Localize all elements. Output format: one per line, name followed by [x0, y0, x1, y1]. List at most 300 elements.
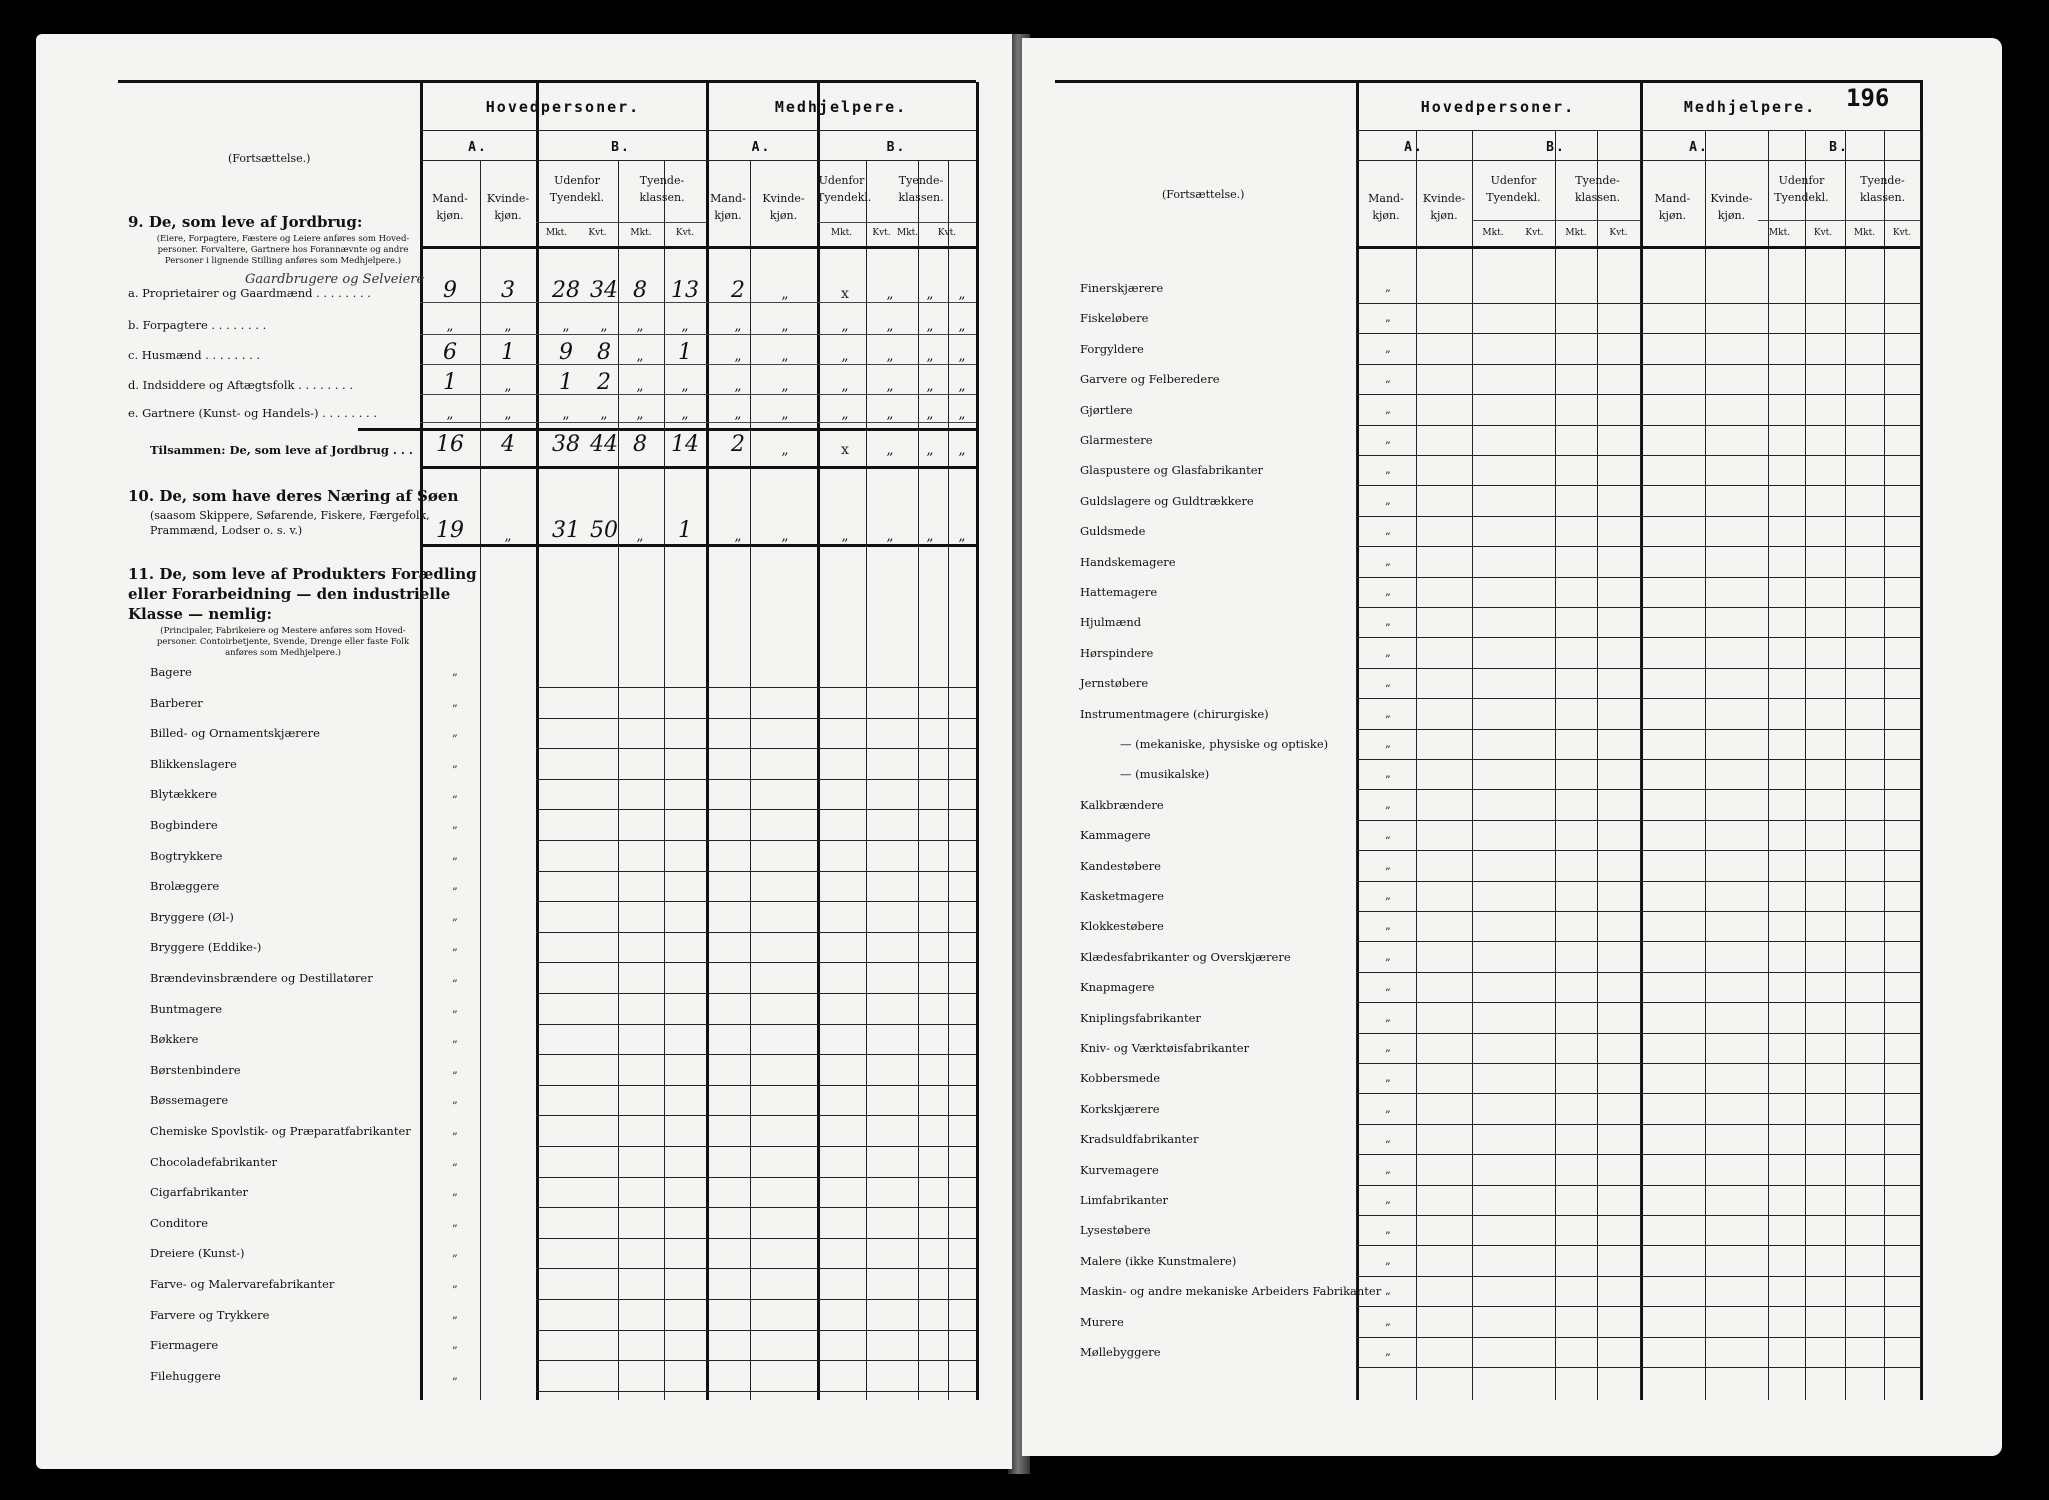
section10-value: „ — [781, 528, 789, 544]
trade-label-right: Møllebyggere — [1080, 1345, 1161, 1359]
trade-label-right: Garvere og Felberedere — [1080, 372, 1220, 387]
trade-label-right: Fiskeløbere — [1080, 311, 1149, 326]
trade-tally-right: „ — [1385, 585, 1391, 598]
trade-rule — [536, 748, 976, 749]
jordbrug-value: 1 — [501, 340, 515, 365]
trade-rule-right — [1356, 364, 1920, 365]
mandkjon-header: Mand- kjøn. — [1368, 192, 1404, 222]
trade-tally-right: „ — [1385, 645, 1391, 659]
trade-rule-right — [1356, 485, 1920, 486]
jordbrug-value: „ — [734, 348, 742, 364]
trade-rule-right — [1356, 881, 1920, 882]
total-label: Tilsammen: De, som leve af Jordbrug . . . — [150, 443, 413, 457]
trade-tally: „ — [452, 1001, 458, 1015]
kvt-header: Kvt. — [937, 228, 957, 238]
jordbrug-value: 13 — [671, 278, 699, 303]
kvindekjon-header: Kvinde- kjøn. — [1422, 192, 1466, 222]
trade-label-right: Guldslagere og Guldtrækkere — [1080, 493, 1254, 508]
trade-tally: „ — [452, 1154, 458, 1168]
tyende-header: Tyende- klassen. — [639, 174, 685, 204]
trade-tally: „ — [452, 1338, 458, 1352]
udenfor-header: Udenfor Tyendekl. — [817, 174, 872, 204]
trade-rule — [536, 1085, 976, 1086]
mandkjon-header: Mand- kjøn. — [1654, 192, 1691, 222]
jordbrug-value: 34 — [590, 278, 618, 303]
trade-tally: „ — [452, 1062, 458, 1076]
kvt-header: Kvt. — [675, 228, 695, 238]
jordbrug-value: 9 — [559, 340, 573, 365]
total-value: 38 — [552, 432, 580, 457]
trade-tally: „ — [452, 1307, 458, 1321]
col-line-left — [480, 160, 481, 1400]
total-value: „ — [886, 442, 894, 458]
jordbrug-value: „ — [504, 406, 512, 422]
jordbrug-value: „ — [681, 378, 689, 394]
trade-label-right: Kradsuldfabrikanter — [1080, 1132, 1199, 1147]
trade-label: Cigarfabrikanter — [150, 1185, 248, 1200]
trade-rule-right — [1356, 820, 1920, 821]
col-line-left — [866, 160, 867, 1400]
jordbrug-value: „ — [562, 318, 570, 334]
trade-rule-right — [1356, 759, 1920, 760]
col-line-left — [948, 160, 949, 1400]
col-divider-left — [817, 82, 820, 1400]
jordbrug-value: 1 — [559, 370, 573, 395]
section9-title: 9. De, som leve af Jordbrug: — [128, 213, 363, 231]
trade-label: Brolæggere — [150, 879, 220, 894]
top-rule — [118, 80, 976, 83]
trade-label-right: Kniv- og Værktøisfabrikanter — [1080, 1041, 1250, 1055]
trade-tally: „ — [452, 1093, 458, 1107]
section10-value: „ — [841, 528, 849, 544]
trade-tally: „ — [452, 1246, 458, 1260]
trade-rule — [536, 932, 976, 933]
jordbrug-value: „ — [926, 378, 934, 394]
trade-rule-right — [1356, 333, 1920, 334]
trade-label: Bogbindere — [150, 818, 218, 832]
trade-label: Billed- og Ornamentskjærere — [150, 726, 320, 741]
mkt-header: Mkt. — [1482, 228, 1504, 238]
jordbrug-value: 2 — [597, 370, 611, 395]
trade-tally-right: „ — [1385, 858, 1391, 872]
trade-label-right: Glaspustere og Glasfabrikanter — [1080, 463, 1264, 478]
total-value: 14 — [671, 432, 699, 457]
col-line-right — [1884, 130, 1885, 1400]
trade-tally-right: „ — [1385, 980, 1391, 994]
trade-tally-right: „ — [1385, 524, 1391, 538]
section10-rule — [420, 544, 976, 547]
trade-label-right: Gjørtlere — [1080, 402, 1133, 417]
trade-label-right: Kobbersmede — [1080, 1071, 1161, 1086]
jordbrug-value: „ — [781, 406, 789, 422]
jordbrug-value: „ — [600, 406, 608, 422]
trade-rule — [536, 718, 976, 719]
jordbrug-value: „ — [781, 318, 789, 334]
trade-rule — [536, 1268, 976, 1269]
total-value: 2 — [731, 432, 745, 457]
col-line-right — [1768, 130, 1769, 1400]
trade-label-right: Glarmestere — [1080, 433, 1153, 447]
jordbrug-value: „ — [926, 286, 934, 302]
mkt-header: Mkt. — [1768, 228, 1791, 238]
trade-rule — [536, 809, 976, 810]
trade-rule-right — [1356, 516, 1920, 517]
jordbrug-value: 1 — [678, 340, 692, 365]
jordbrug-value: „ — [781, 286, 789, 302]
mkt-header: Mkt. — [897, 228, 919, 238]
trade-tally-right: „ — [1385, 919, 1391, 933]
trade-label-right: Instrumentmagere (chirurgiske) — [1080, 706, 1269, 721]
trade-label: Bagere — [150, 665, 192, 679]
jordbrug-value: „ — [841, 348, 849, 364]
kvindekjon-header: Kvinde- kjøn. — [486, 192, 530, 222]
section10-value: „ — [734, 528, 742, 544]
jordbrug-value: 6 — [443, 340, 457, 365]
kvindekjon-header: Kvinde- kjøn. — [1710, 192, 1753, 222]
total-value: 44 — [590, 432, 618, 457]
jordbrug-value: „ — [636, 406, 644, 422]
tyende-header: Tyende- klassen. — [1859, 174, 1906, 204]
kvt-header: Kvt. — [872, 228, 891, 238]
trade-rule-right — [1356, 1245, 1920, 1246]
trade-rule-right — [1356, 1306, 1920, 1307]
col-line-right — [1805, 130, 1806, 1400]
trade-label: Fiermagere — [150, 1338, 219, 1353]
trade-label: Dreiere (Kunst-) — [150, 1246, 245, 1261]
fortsaettelse-left: (Fortsættelse.) — [228, 152, 311, 165]
jordbrug-value: „ — [636, 348, 644, 364]
jordbrug-value: „ — [781, 378, 789, 394]
trade-tally-right: „ — [1385, 1071, 1391, 1085]
trade-label: Farvere og Trykkere — [150, 1307, 270, 1322]
trade-tally: „ — [452, 695, 458, 709]
trade-label: Børstenbindere — [150, 1062, 241, 1077]
col-a-header: A. — [751, 140, 772, 155]
trade-label: Bøkkere — [150, 1032, 199, 1047]
jordbrug-value: „ — [841, 318, 849, 334]
trade-rule — [536, 1360, 976, 1361]
trade-label: Conditore — [150, 1215, 209, 1230]
col-line-right — [1356, 130, 1357, 1400]
section11-note: (Principaler, Fabrikeiere og Mestere anføres som Hoved- personer. Contoirbetjente, Svende, Drenge eller faste Folk anføres som Medhjelpere.) — [156, 626, 410, 658]
trade-label: Blytækkere — [150, 787, 218, 802]
trade-rule — [536, 962, 976, 963]
trade-rule — [536, 1238, 976, 1239]
trade-label-right: Maskin- og andre mekaniske Arbeiders Fabrikanter — [1080, 1284, 1382, 1299]
trade-label: Buntmagere — [150, 1001, 223, 1016]
col-line-right — [1640, 130, 1641, 1400]
trade-tally: „ — [452, 1277, 458, 1290]
header-rule-right — [1356, 246, 1920, 249]
total-value: 8 — [633, 432, 647, 457]
total-rule — [420, 466, 976, 469]
trade-label-right: Kniplingsfabrikanter — [1080, 1010, 1201, 1025]
mkt-header: Mkt. — [545, 228, 568, 238]
section10-value: 1 — [678, 518, 692, 543]
kvindekjon-header: Kvinde- kjøn. — [762, 192, 805, 222]
trade-label-right: Limfabrikanter — [1080, 1193, 1169, 1207]
trade-label: Filehuggere — [150, 1368, 221, 1383]
col-divider-left — [706, 82, 709, 1400]
trade-rule-right — [1356, 1337, 1920, 1338]
hovedpersoner-header: Hovedpersoner. — [485, 98, 641, 116]
trade-label-right: Kurvemagere — [1080, 1162, 1159, 1177]
trade-label-right: Guldsmede — [1080, 524, 1146, 539]
col-divider-left — [536, 82, 539, 1400]
trade-tally-right: „ — [1385, 1345, 1391, 1358]
col-divider-left — [976, 82, 979, 1400]
jordbrug-value: „ — [734, 406, 742, 422]
trade-rule — [536, 1146, 976, 1147]
header-rule-right — [1356, 160, 1920, 161]
trade-rule — [536, 1299, 976, 1300]
col-line-left — [750, 160, 751, 1400]
trade-rule-right — [1356, 1002, 1920, 1003]
header-rule — [817, 222, 976, 223]
jordbrug-value: „ — [958, 318, 966, 334]
col-line-right — [1845, 130, 1846, 1400]
trade-label-right: Kandestøbere — [1080, 858, 1161, 873]
trade-tally-right: „ — [1385, 341, 1391, 355]
trade-label: Brændevinsbrændere og Destillatører — [150, 971, 373, 985]
trade-tally-right: „ — [1385, 1314, 1391, 1328]
top-rule-right — [1055, 80, 1923, 83]
jordbrug-value: „ — [886, 318, 894, 334]
trade-tally: „ — [452, 787, 458, 801]
trade-label-right: Klædesfabrikanter og Overskjærere — [1080, 949, 1291, 964]
trade-rule-right — [1356, 668, 1920, 669]
trade-rule — [536, 1115, 976, 1116]
section10-value: „ — [504, 528, 512, 544]
trade-rule-right — [1356, 303, 1920, 304]
trade-label-right: Kalkbrændere — [1080, 797, 1164, 812]
trade-rule — [536, 1024, 976, 1025]
col-b-header: B. — [886, 140, 907, 155]
trade-rule-right — [1356, 1063, 1920, 1064]
trade-tally-right: „ — [1385, 372, 1391, 386]
section10-value: „ — [958, 528, 966, 544]
trade-label-right: Malere (ikke Kunstmalere) — [1080, 1253, 1237, 1268]
jordbrug-value: „ — [886, 406, 894, 422]
col-line-right — [1920, 130, 1921, 1400]
col-line-left — [918, 160, 919, 1400]
trade-rule-right — [1356, 911, 1920, 912]
trade-label-right: Hjulmænd — [1080, 615, 1142, 630]
trade-tally-right: „ — [1385, 676, 1391, 690]
trade-tally-right: „ — [1385, 706, 1391, 720]
trade-rule-right — [1356, 698, 1920, 699]
jordbrug-value: „ — [841, 378, 849, 394]
trade-tally-right: „ — [1385, 463, 1391, 477]
kvt-header: Kvt. — [1525, 228, 1544, 238]
trade-label: Chemiske Spovlstik- og Præparatfabrikanter — [150, 1124, 411, 1138]
trade-rule-right — [1356, 1154, 1920, 1155]
trade-rule — [536, 687, 976, 688]
trade-tally: „ — [452, 665, 458, 678]
jordbrug-value: „ — [504, 378, 512, 394]
udenfor-header: Udenfor Tyendekl. — [1486, 174, 1541, 204]
jordbrug-value: „ — [926, 406, 934, 422]
trade-tally-right: „ — [1385, 281, 1391, 294]
jordbrug-value: 2 — [731, 278, 745, 303]
trade-rule-right — [1356, 1124, 1920, 1125]
trade-rule — [536, 1391, 976, 1392]
col-a-header: A. — [1404, 140, 1424, 155]
total-value: x — [841, 442, 849, 458]
header-rule-right — [1356, 130, 1920, 131]
jordbrug-value: „ — [636, 318, 644, 334]
trade-tally-right: „ — [1385, 1223, 1391, 1237]
jordbrug-value: „ — [446, 406, 454, 422]
trade-rule-right — [1356, 425, 1920, 426]
jordbrug-value: „ — [926, 318, 934, 334]
col-line-right — [1416, 130, 1417, 1400]
tyende-header: Tyende- klassen. — [1574, 174, 1621, 204]
trade-rule-right — [1356, 577, 1920, 578]
trade-rule-right — [1356, 1215, 1920, 1216]
jordbrug-value: „ — [926, 348, 934, 364]
section10-title: 10. De, som have deres Næring af Søen — [128, 487, 459, 505]
udenfor-header: Udenfor Tyendekl. — [1774, 174, 1829, 204]
trade-tally-right: „ — [1385, 615, 1391, 629]
trade-tally-right: „ — [1385, 1101, 1391, 1115]
jordbrug-value: 8 — [597, 340, 611, 365]
col-a-header: A. — [1689, 140, 1709, 155]
col-a-header: A. — [468, 140, 488, 155]
header-rule — [420, 246, 976, 249]
trade-rule — [536, 871, 976, 872]
mkt-header: Mkt. — [630, 228, 652, 238]
trade-tally-right: „ — [1385, 1193, 1391, 1206]
trade-tally-right: „ — [1385, 797, 1391, 811]
jordbrug-value: „ — [841, 406, 849, 422]
trade-rule-right — [1356, 455, 1920, 456]
jordbrug-row-label: d. Indsiddere og Aftægtsfolk . . . . . . . . — [128, 378, 353, 392]
trade-tally: „ — [452, 726, 458, 740]
col-b-header: B. — [1829, 140, 1849, 155]
trade-label-right: Handskemagere — [1080, 554, 1176, 569]
trade-rule-right — [1356, 1276, 1920, 1277]
trade-label-right: — (musikalske) — [1120, 767, 1210, 782]
jordbrug-value: 9 — [443, 278, 457, 303]
trade-tally-right: „ — [1385, 767, 1391, 781]
trade-rule — [536, 993, 976, 994]
trade-tally-right: „ — [1385, 828, 1391, 842]
trade-tally: „ — [452, 1368, 458, 1382]
trade-tally: „ — [452, 1215, 458, 1229]
jordbrug-value: 8 — [633, 278, 647, 303]
jordbrug-row-label: a. Proprietairer og Gaardmænd . . . . . . . . — [128, 286, 371, 300]
trade-tally-right: „ — [1385, 311, 1391, 325]
row-rule — [420, 422, 976, 423]
trade-tally: „ — [452, 1032, 458, 1046]
trade-tally-right: „ — [1385, 1041, 1391, 1054]
medhjelpere-header-right: Medhjelpere. — [1683, 98, 1817, 116]
trade-label-right: — (mekaniske, physiske og optiske) — [1120, 737, 1329, 751]
trade-tally: „ — [452, 971, 458, 984]
trade-rule — [536, 1177, 976, 1178]
section10-value: 31 — [552, 518, 580, 543]
jordbrug-value: 28 — [552, 278, 580, 303]
section10-value: „ — [636, 528, 644, 544]
trade-label-right: Korkskjærere — [1080, 1101, 1160, 1116]
jordbrug-value: „ — [958, 406, 966, 422]
col-line-right — [1597, 130, 1598, 1400]
trade-label-right: Klokkestøbere — [1080, 919, 1164, 934]
fortsaettelse-right: (Fortsættelse.) — [1162, 188, 1245, 201]
trade-label-right: Knapmagere — [1080, 980, 1155, 995]
mkt-header: Mkt. — [1565, 228, 1587, 238]
col-line-right — [1472, 130, 1473, 1400]
jordbrug-row-label: c. Husmænd . . . . . . . . — [128, 348, 261, 362]
section11-title: 11. De, som leve af Produkters Forædling eller Forarbeidning — den industrielle Klasse — nemlig: — [128, 565, 477, 623]
trade-tally-right: „ — [1385, 889, 1391, 902]
trade-label-right: Hattemagere — [1080, 585, 1158, 599]
trade-label: Chocoladefabrikanter — [150, 1154, 277, 1169]
total-value: „ — [958, 442, 966, 458]
trade-rule-right — [1356, 1093, 1920, 1094]
header-rule — [420, 130, 976, 131]
header-rule-right — [1472, 220, 1640, 221]
mandkjon-header: Mand- kjøn. — [432, 192, 468, 222]
jordbrug-row-label: b. Forpagtere . . . . . . . . — [128, 318, 267, 332]
col-line-right — [1705, 130, 1706, 1400]
trade-label: Bogtrykkere — [150, 848, 223, 863]
trade-tally: „ — [452, 940, 458, 954]
trade-tally: „ — [452, 1185, 458, 1199]
section10-subtitle: (saasom Skippere, Søfarende, Fiskere, Færgefolk, Prammænd, Lodser o. s. v.) — [150, 509, 430, 537]
trade-rule-right — [1356, 607, 1920, 608]
jordbrug-value: „ — [781, 348, 789, 364]
medhjelpere-header: Medhjelpere. — [774, 98, 908, 116]
trade-label-right: Finerskjærere — [1080, 281, 1164, 295]
jordbrug-value: x — [841, 286, 849, 302]
jordbrug-value: „ — [886, 378, 894, 394]
section10-value: 50 — [590, 518, 618, 543]
mandkjon-header: Mand- kjøn. — [710, 192, 746, 222]
trade-tally-right: „ — [1385, 1253, 1391, 1267]
trade-label-right: Hørspindere — [1080, 645, 1154, 660]
col-line-right — [1555, 130, 1556, 1400]
trade-label: Bryggere (Eddike-) — [150, 940, 262, 955]
col-b-header: B. — [1546, 140, 1566, 155]
trade-label: Barberer — [150, 695, 203, 710]
trade-rule — [536, 901, 976, 902]
trade-tally-right: „ — [1385, 493, 1391, 507]
trade-label-right: Kasketmagere — [1080, 889, 1164, 903]
trade-label: Blikkenslagere — [150, 756, 237, 771]
udenfor-header: Udenfor Tyendekl. — [549, 174, 605, 204]
trade-tally: „ — [452, 756, 458, 770]
header-rule — [420, 160, 976, 161]
trade-tally: „ — [452, 848, 458, 862]
trade-rule-right — [1356, 941, 1920, 942]
trade-tally: „ — [452, 1124, 458, 1137]
jordbrug-value: „ — [600, 318, 608, 334]
jordbrug-value: „ — [446, 318, 454, 334]
kvt-header: Kvt. — [588, 228, 607, 238]
trade-rule-right — [1356, 546, 1920, 547]
trade-rule — [536, 1054, 976, 1055]
total-rule — [358, 428, 976, 431]
trade-label: Farve- og Malervarefabrikanter — [150, 1277, 335, 1291]
row-rule — [420, 394, 976, 395]
mkt-header: Mkt. — [1853, 228, 1876, 238]
section10-value: „ — [886, 528, 894, 544]
trade-rule-right — [1356, 637, 1920, 638]
trade-rule-right — [1356, 850, 1920, 851]
hovedpersoner-header-right: Hovedpersoner. — [1420, 98, 1576, 116]
